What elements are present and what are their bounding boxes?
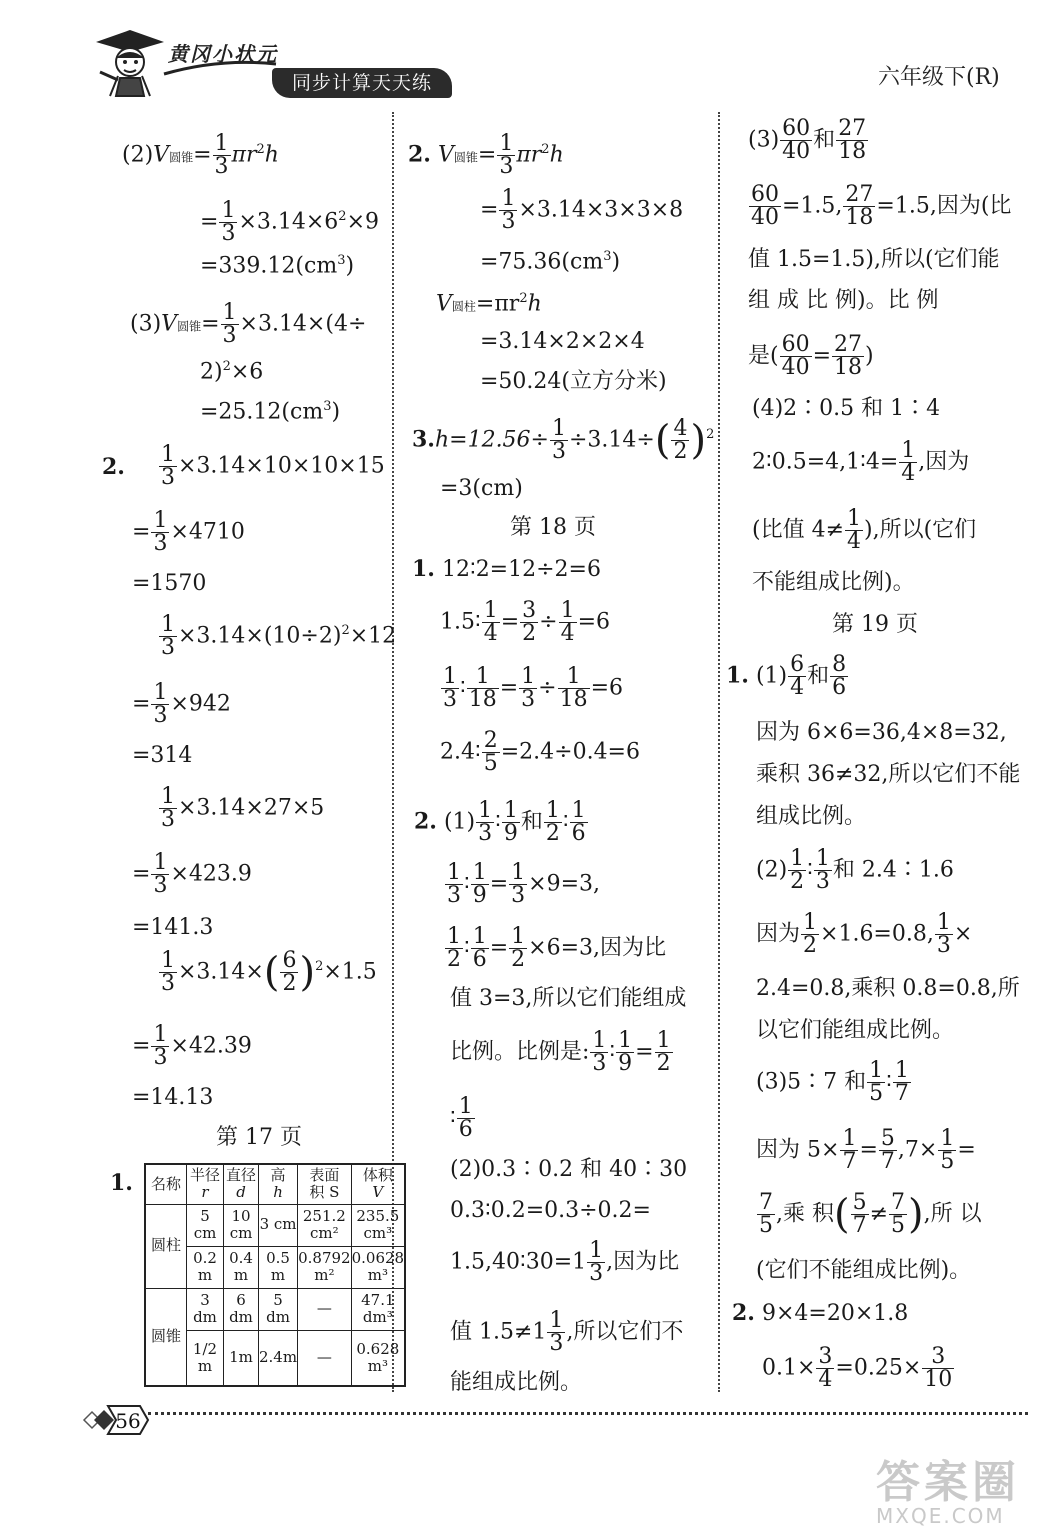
answer-line: 1.5∶ $\frac{1}{4}$ = $\frac{3}{2}$ ÷ $\frac{1}{4}$ =6 — [440, 598, 611, 646]
answer-line: (2)0.3∶0.2 和 40∶30 — [450, 1157, 688, 1182]
table-cell: — — [298, 1330, 352, 1386]
answer-line: $\frac{1}{3}$ ∶ $\frac{1}{18}$ = $\frac{1}{3}$ ÷ $\frac{1}{18}$ =6 — [443, 664, 624, 712]
page-header — [0, 0, 1053, 110]
answer-line: 2)$^2$×6 — [200, 359, 264, 385]
answer-line: 因为 5× $\frac{1}{7}$ = $\frac{5}{7}$ ,7× $\frac{1}{5}$ = — [756, 1126, 976, 1174]
series-banner: 同步计算天天练 — [272, 68, 452, 98]
answer-line: $\frac{1}{2}$ ∶ $\frac{1}{6}$ = $\frac{1}{2}$ ×6=3,因为比 — [447, 924, 667, 972]
table-cell: 1m — [224, 1330, 259, 1386]
mascot-icon — [90, 28, 170, 100]
answer-line: 值 1.5≠1 $\frac{1}{3}$ ,所以它们不 — [450, 1308, 684, 1356]
footer-dotted-rule — [148, 1412, 1028, 1415]
answer-line: =3(cm) — [440, 476, 523, 501]
answer-line: 0.1× $\frac{3}{4}$ =0.25× $\frac{3}{10}$ — [762, 1344, 953, 1392]
table-cell: 5 dm — [259, 1288, 298, 1330]
table-cell: 235.5 cm³ — [351, 1204, 405, 1246]
answer-line: =1570 — [132, 571, 207, 596]
answer-line: (3)V圆锥= $\frac{1}{3}$ ×3.14×(4÷ — [130, 300, 367, 348]
answer-line: = $\frac{1}{3}$ ×3.14×3×3×8 — [480, 186, 684, 234]
answer-line: 不能组成比例)。 — [752, 570, 915, 595]
answer-line: (它们不能组成比例)。 — [756, 1258, 972, 1283]
table-cell: 251.2 cm² — [298, 1204, 352, 1246]
answer-line: 因为 $\frac{1}{2}$ ×1.6=0.8, $\frac{1}{3}$ × — [756, 910, 973, 958]
answer-line: $\frac{60}{40}$ =1.5, $\frac{27}{18}$ =1.5,因为(比 — [751, 182, 1012, 230]
answer-line: = $\frac{1}{3}$ ×942 — [132, 680, 231, 728]
table-cell: 0.5 m — [259, 1246, 298, 1288]
answer-line: V圆柱$=\pi r^2h$ — [436, 291, 542, 317]
solid-figures-table — [144, 1163, 406, 1387]
table-cell: 0.8792 m² — [298, 1246, 352, 1288]
answer-line: 0.3∶0.2=0.3÷0.2= — [450, 1198, 651, 1223]
table-header: 表面 积 S — [298, 1164, 352, 1204]
column-divider — [718, 112, 720, 1392]
answer-line: =14.13 — [132, 1085, 214, 1110]
answer-line: =141.3 — [132, 915, 214, 940]
table-cell: 0.4 m — [224, 1246, 259, 1288]
answer-line: 2∶0.5=4,1∶4= $\frac{1}{4}$ ,因为 — [752, 438, 970, 486]
table-header-row — [145, 1164, 405, 1204]
page-heading: 第 19 页 — [832, 612, 918, 637]
table-cell: 圆锥 — [145, 1288, 187, 1386]
answer-line: 能组成比例。 — [450, 1370, 583, 1395]
table-cell: 2.4m — [259, 1330, 298, 1386]
answer-line: =3.14×2×2×4 — [480, 329, 645, 354]
answer-line: 比例。比例是: $\frac{1}{3}$ ∶ $\frac{1}{9}$ = $\frac{1}{2}$ — [450, 1028, 671, 1076]
answer-line: (4)2∶0.5 和 1∶4 — [752, 396, 941, 421]
answer-line: 2.4∶ $\frac{2}{5}$ =2.4÷0.4=6 — [440, 728, 640, 776]
table-cell: 0.628 m³ — [351, 1330, 405, 1386]
brand-swoosh — [160, 58, 280, 78]
answer-line: 1.5,40∶30=1 $\frac{1}{3}$ ,因为比 — [450, 1238, 680, 1286]
answer-line: (2)V圆锥= $\frac{1}{3}$ $\pi r^2h$ — [122, 131, 279, 179]
answer-line: (比值 4≠ $\frac{1}{4}$ ),所以(它们 — [752, 506, 977, 554]
answer-line: (2) $\frac{1}{2}$ ∶ $\frac{1}{3}$ 和 2.4∶1.6 — [756, 846, 954, 894]
table-row — [145, 1288, 405, 1330]
answer-line: 1. (1) $\frac{6}{4}$ 和 $\frac{8}{6}$ — [726, 652, 847, 700]
answer-line: 因为 6×6=36,4×8=32, — [756, 720, 1007, 745]
answer-line: $=339.12(cm^3)$ — [200, 253, 355, 279]
answer-line: 2. 9×4=20×1.8 — [732, 1300, 909, 1326]
answer-line: $\frac{1}{3}$ ×3.14×( $\frac{6}{2}$ )$^2$×1.5 — [161, 948, 377, 996]
table-cell: 0.0628 m³ — [351, 1246, 405, 1288]
answer-line: 2. V圆锥= $\frac{1}{3}$ $\pi r^2h$ — [408, 131, 564, 179]
answer-line: = $\frac{1}{3}$ ×423.9 — [132, 850, 252, 898]
answer-line: $=75.36(cm^3)$ — [480, 249, 621, 275]
table-cell: 6 dm — [224, 1288, 259, 1330]
table-header: 直径 d — [224, 1164, 259, 1204]
answer-line: $=25.12(cm^3)$ — [200, 399, 341, 425]
table-cell: 3 dm — [187, 1288, 224, 1330]
answer-line: = $\frac{1}{3}$ $\times 3.14\times 6^2\times 9$ — [200, 198, 380, 246]
page-heading: 第 18 页 — [510, 515, 596, 540]
table-cell: 47.1 dm³ — [351, 1288, 405, 1330]
question-number: 1. — [110, 1170, 133, 1196]
answer-line: =50.24(立方分米) — [480, 369, 667, 394]
table-cell: 10 cm — [224, 1204, 259, 1246]
table-header: 半径 r — [187, 1164, 224, 1204]
table-row — [145, 1204, 405, 1246]
answer-line: 乘积 36≠32,所以它们不能 — [756, 762, 1021, 787]
answer-line: 值 1.5=1.5),所以(它们能 — [748, 247, 1000, 272]
table-header: 名称 — [145, 1164, 187, 1204]
answer-line: $\frac{7}{5}$ ,乘 积( $\frac{5}{7}$ ≠ $\frac{7}{5}$ ),所 以 — [759, 1190, 982, 1238]
answer-line: (3)5∶7 和 $\frac{1}{5}$ ∶ $\frac{1}{7}$ — [756, 1058, 909, 1106]
answer-line: 1. 12∶2=12÷2=6 — [412, 556, 601, 582]
answer-line: = $\frac{1}{3}$ ×42.39 — [132, 1022, 252, 1070]
answer-line: $\frac{1}{3}$ $\times 3.14\times(10\div 2)^2\times 12$ — [161, 612, 397, 660]
table-cell: 1/2 m — [187, 1330, 224, 1386]
answer-line: 是( $\frac{60}{40}$ = $\frac{27}{18}$ ) — [748, 332, 874, 380]
answer-line: ∶ $\frac{1}{6}$ — [450, 1094, 473, 1142]
table-cell: 圆柱 — [145, 1204, 187, 1288]
answer-line: 以它们能组成比例。 — [756, 1018, 955, 1043]
page-number: 56 — [115, 1409, 141, 1433]
answer-line: $\frac{1}{3}$ ∶ $\frac{1}{9}$ = $\frac{1}{3}$ ×9=3, — [447, 860, 601, 908]
page-heading: 第 17 页 — [216, 1125, 302, 1150]
answer-line: (3) $\frac{60}{40}$ 和 $\frac{27}{18}$ — [748, 116, 867, 164]
answer-line: 3.h=12.56÷ $\frac{1}{3}$ ÷3.14÷( $\frac{4}{2}$ )$^2$ — [412, 416, 715, 464]
table-header: 体积 V — [351, 1164, 405, 1204]
answer-line: =314 — [132, 743, 193, 768]
table-cell: 0.2 m — [187, 1246, 224, 1288]
page-number-badge — [80, 1402, 152, 1438]
answer-line: 值 3=3,所以它们能组成 — [450, 986, 687, 1011]
answer-line: $\frac{1}{3}$ ×3.14×10×10×15 — [161, 442, 385, 490]
answer-line: 2.4=0.8,乘积 0.8=0.8,所 — [756, 976, 1020, 1001]
brand-name: 黄冈小状元 — [168, 42, 278, 66]
table-cell: 3 cm — [259, 1204, 298, 1246]
question-number: 2. — [102, 454, 125, 480]
answer-line: 组 成 比 例)。比 例 — [748, 288, 939, 313]
table-cell: — — [298, 1288, 352, 1330]
answer-line: 组成比例。 — [756, 804, 867, 829]
table-header: 高 h — [259, 1164, 298, 1204]
answer-line: 2. (1) $\frac{1}{3}$ ∶ $\frac{1}{9}$ 和 $\frac{1}{2}$ ∶ $\frac{1}{6}$ — [414, 798, 586, 846]
answer-line: = $\frac{1}{3}$ ×4710 — [132, 508, 245, 556]
table-cell: 5 cm — [187, 1204, 224, 1246]
grade-label: 六年级下(R) — [878, 65, 1000, 90]
watermark: 答案圈 MXQE.COM — [876, 1457, 1020, 1528]
answer-line: $\frac{1}{3}$ ×3.14×27×5 — [161, 784, 325, 832]
